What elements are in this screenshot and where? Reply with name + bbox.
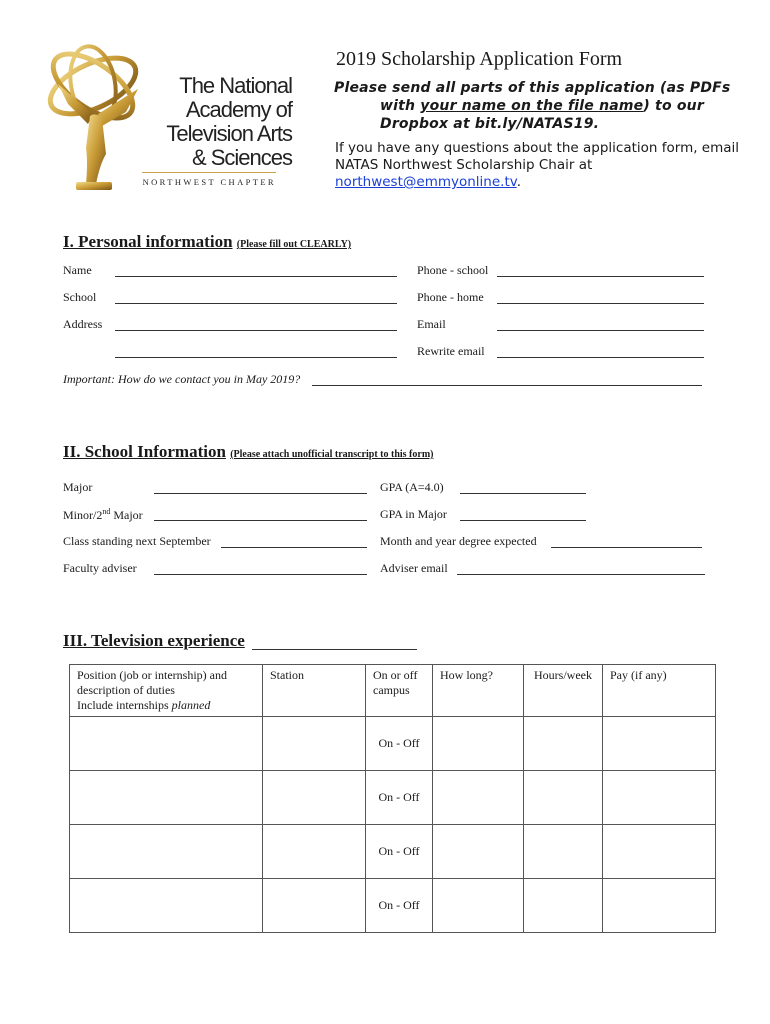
- name-field[interactable]: [115, 276, 397, 277]
- on-off-cell[interactable]: On - Off: [366, 825, 433, 879]
- position-header: Position (job or internship) and description of duties Include internships planned: [70, 665, 263, 717]
- how-long-cell[interactable]: [433, 717, 524, 771]
- address-label: Address: [63, 317, 103, 331]
- section-tv-title-underline: [252, 649, 417, 650]
- table-row: [70, 717, 716, 771]
- class-standing-label: Class standing next September: [63, 534, 211, 548]
- section-personal-title: I. Personal information (Please fill out CLEARLY): [63, 232, 352, 251]
- position-cell[interactable]: [70, 717, 263, 771]
- phone-school-field[interactable]: [497, 276, 704, 277]
- email-link[interactable]: northwest@emmyonline.tv: [335, 174, 517, 190]
- email-label: Email: [417, 317, 446, 331]
- phone-school-label: Phone - school: [417, 263, 489, 277]
- how-long-header: How long?: [433, 665, 524, 717]
- on-off-cell[interactable]: On - Off: [366, 879, 433, 933]
- rewrite-email-label: Rewrite email: [417, 344, 485, 358]
- section-school-title: II. School Information (Please attach unofficial transcript to this form): [63, 442, 434, 461]
- major-label: Major: [63, 480, 93, 494]
- address-field[interactable]: [115, 330, 397, 331]
- pay-cell[interactable]: [603, 771, 716, 825]
- station-cell[interactable]: [263, 879, 366, 933]
- rewrite-email-field[interactable]: [497, 357, 704, 358]
- tv-experience-table: [69, 664, 716, 933]
- section-tv-title: III. Television experience: [63, 631, 245, 650]
- organization-name: The National Academy of Television Arts & Sciences: [166, 73, 292, 170]
- form-title: 2019 Scholarship Application Form: [336, 48, 623, 70]
- faculty-adviser-label: Faculty adviser: [63, 561, 137, 575]
- pay-cell[interactable]: [603, 717, 716, 771]
- logo-rule: [142, 172, 276, 173]
- month-year-label: Month and year degree expected: [380, 534, 537, 548]
- table-header-row: [70, 665, 716, 717]
- name-label: Name: [63, 263, 92, 277]
- contact-info: If you have any questions about the application form, email NATAS Northwest Scholarship Chair at northwest@emmyonline.tv.: [335, 140, 740, 190]
- how-long-cell[interactable]: [433, 771, 524, 825]
- on-off-cell[interactable]: On - Off: [366, 771, 433, 825]
- station-cell[interactable]: [263, 717, 366, 771]
- pay-header: Pay (if any): [603, 665, 716, 717]
- major-field[interactable]: [154, 493, 367, 494]
- hours-week-cell[interactable]: [524, 879, 603, 933]
- month-year-field[interactable]: [551, 547, 702, 548]
- class-standing-field[interactable]: [221, 547, 367, 548]
- on-off-campus-header: On or off campus: [366, 665, 433, 717]
- minor-label: Minor/2nd Major: [63, 507, 143, 522]
- table-row: [70, 825, 716, 879]
- gpa-major-label: GPA in Major: [380, 507, 447, 521]
- email-field[interactable]: [497, 330, 704, 331]
- emmy-statuette-icon: [38, 44, 148, 194]
- table-row: [70, 879, 716, 933]
- minor-field[interactable]: [154, 520, 367, 521]
- phone-home-label: Phone - home: [417, 290, 484, 304]
- on-off-cell[interactable]: On - Off: [366, 717, 433, 771]
- phone-home-field[interactable]: [497, 303, 704, 304]
- chapter-name: NORTHWEST CHAPTER: [142, 177, 276, 187]
- adviser-email-field[interactable]: [457, 574, 705, 575]
- how-long-cell[interactable]: [433, 825, 524, 879]
- gpa-label: GPA (A=4.0): [380, 480, 444, 494]
- position-cell[interactable]: [70, 771, 263, 825]
- hours-week-header: Hours/week: [524, 665, 603, 717]
- table-row: [70, 771, 716, 825]
- position-cell[interactable]: [70, 879, 263, 933]
- hours-week-cell[interactable]: [524, 717, 603, 771]
- contact-question-field[interactable]: [312, 385, 702, 386]
- hours-week-cell[interactable]: [524, 825, 603, 879]
- school-field[interactable]: [115, 303, 397, 304]
- station-cell[interactable]: [263, 825, 366, 879]
- address-field-line2[interactable]: [115, 357, 397, 358]
- pay-cell[interactable]: [603, 825, 716, 879]
- how-long-cell[interactable]: [433, 879, 524, 933]
- position-cell[interactable]: [70, 825, 263, 879]
- contact-question-label: Important: How do we contact you in May 2019?: [63, 372, 301, 386]
- school-label: School: [63, 290, 97, 304]
- submission-instructions: Please send all parts of this application (as PDFs with your name on the file name) to our Dropbox at bit.ly/NATAS19.: [334, 80, 731, 132]
- faculty-adviser-field[interactable]: [154, 574, 367, 575]
- station-cell[interactable]: [263, 771, 366, 825]
- gpa-field[interactable]: [460, 493, 586, 494]
- station-header: Station: [263, 665, 366, 717]
- pay-cell[interactable]: [603, 879, 716, 933]
- gpa-major-field[interactable]: [460, 520, 586, 521]
- natas-logo: [38, 44, 292, 194]
- hours-week-cell[interactable]: [524, 771, 603, 825]
- adviser-email-label: Adviser email: [380, 561, 448, 575]
